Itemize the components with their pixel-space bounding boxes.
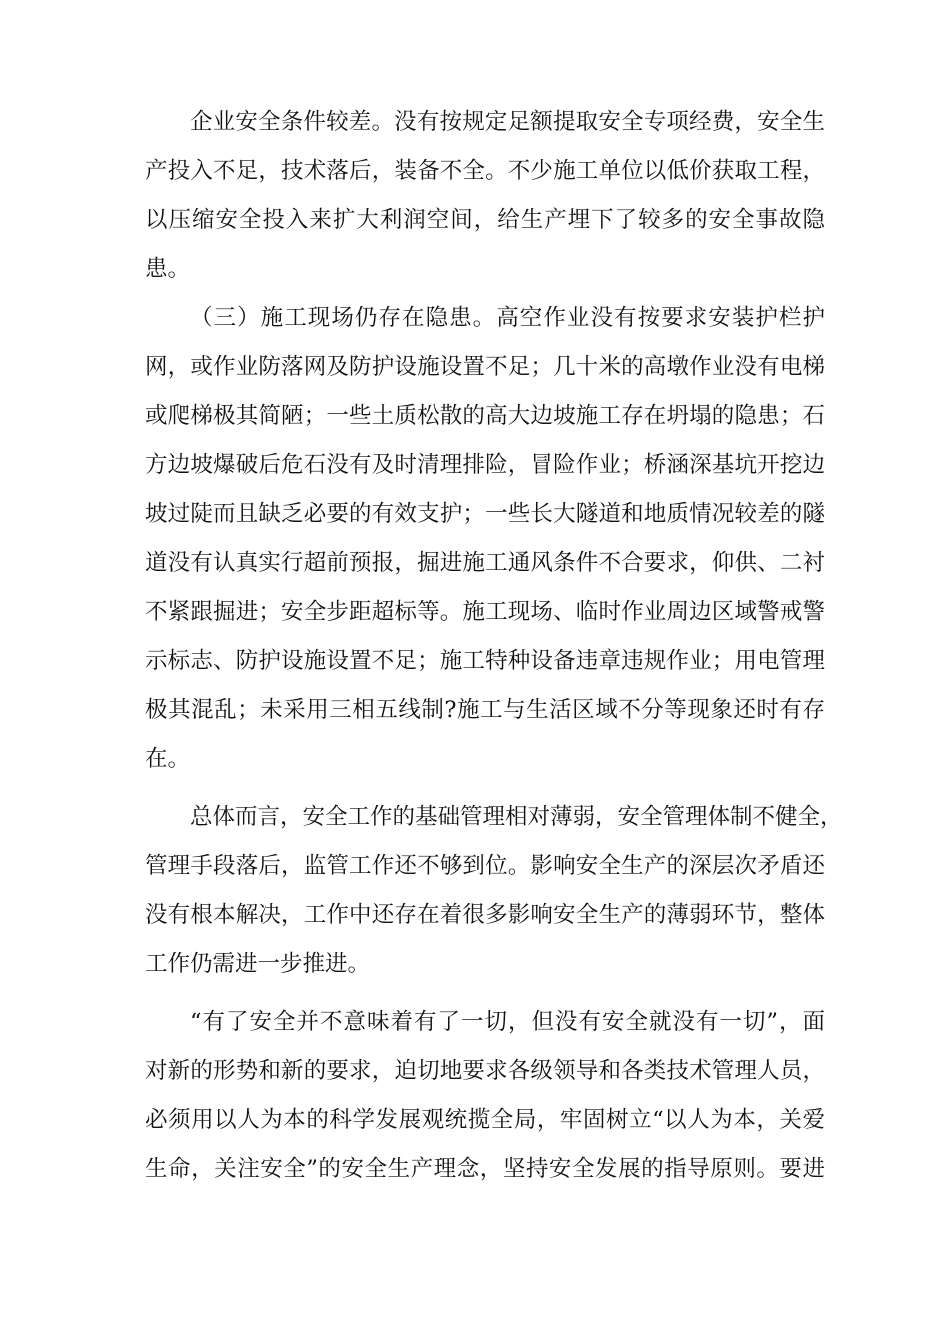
paragraph-1-line-3: 以压缩安全投入来扩大利润空间，给生产埋下了较多的安全事故隐 <box>145 207 825 233</box>
paragraph-2-line-3: 或爬梯极其简陋；一些土质松散的高大边坡施工存在坍塌的隐患；石 <box>145 403 825 429</box>
paragraph-1-line-4: 患。 <box>145 256 191 282</box>
paragraph-1-line-1: 企业安全条件较差。没有按规定足额提取安全专项经费，安全生 <box>190 109 825 135</box>
paragraph-4-line-3: 必须用以人为本的科学发展观统揽全局，牢固树立“以人为本，关爱 <box>145 1107 825 1133</box>
paragraph-2-line-5: 坡过陡而且缺乏必要的有效支护；一些长大隧道和地质情况较差的隧 <box>145 501 825 527</box>
paragraph-2-line-6: 道没有认真实行超前预报，掘进施工通风条件不合要求，仰供、二衬 <box>145 550 825 576</box>
paragraph-3-line-1: 总体而言，安全工作的基础管理相对薄弱，安全管理体制不健全， <box>190 804 843 830</box>
paragraph-4-line-1: “有了安全并不意味着有了一切，但没有安全就没有一切”，面 <box>190 1009 825 1035</box>
paragraph-2-line-10: 在。 <box>145 746 191 772</box>
paragraph-2-line-4: 方边坡爆破后危石没有及时清理排险，冒险作业；桥涵深基坑开挖边 <box>145 452 825 478</box>
paragraph-3-line-2: 管理手段落后，监管工作还不够到位。影响安全生产的深层次矛盾还 <box>145 853 825 879</box>
paragraph-4-line-4: 生命，关注安全”的安全生产理念，坚持安全发展的指导原则。要进 <box>145 1156 825 1182</box>
paragraph-1-line-2: 产投入不足，技术落后，装备不全。不少施工单位以低价获取工程， <box>145 158 825 184</box>
paragraph-2-line-8: 示标志、防护设施设置不足；施工特种设备违章违规作业；用电管理 <box>145 648 825 674</box>
paragraph-2-line-9: 极其混乱；未采用三相五线制?施工与生活区域不分等现象还时有存 <box>145 697 825 723</box>
paragraph-3-line-3: 没有根本解决，工作中还存在着很多影响安全生产的薄弱环节，整体 <box>145 902 825 928</box>
paragraph-4-line-2: 对新的形势和新的要求，迫切地要求各级领导和各类技术管理人员， <box>145 1058 825 1084</box>
paragraph-2-line-1: （三）施工现场仍存在隐患。高空作业没有按要求安装护栏护 <box>190 305 825 331</box>
paragraph-3-line-4: 工作仍需进一步推进。 <box>145 951 371 977</box>
paragraph-2-line-7: 不紧跟掘进；安全步距超标等。施工现场、临时作业周边区域警戒警 <box>145 599 825 625</box>
paragraph-2-line-2: 网，或作业防落网及防护设施设置不足；几十米的高墩作业没有电梯 <box>145 354 825 380</box>
